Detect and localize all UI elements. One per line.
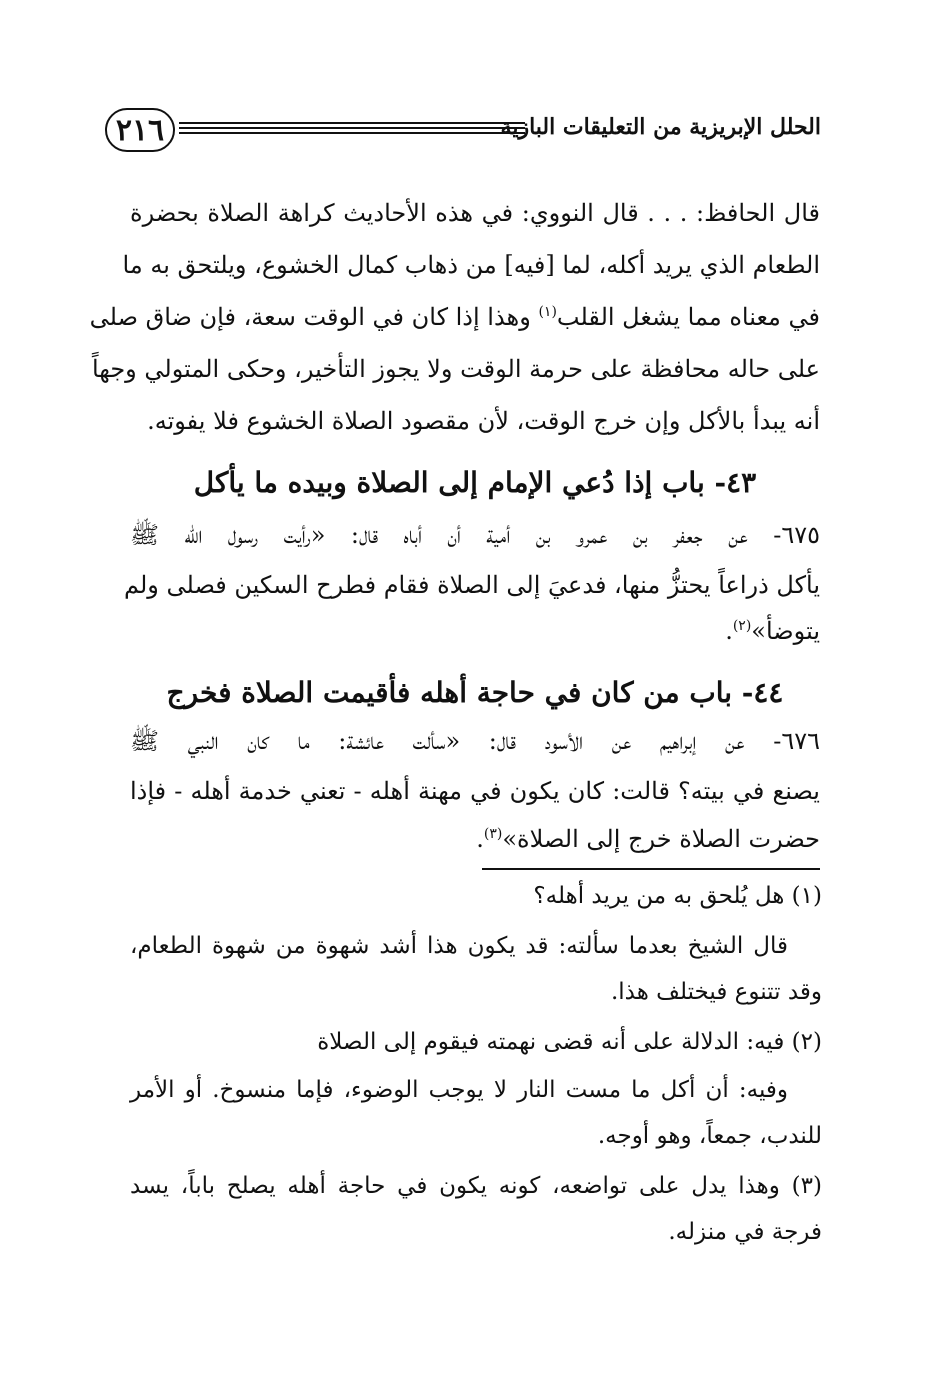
footnote-2-line: وفيه: أن أكل ما مست النار لا يوجب الوضوء، فإما منسوخ. أو الأمر xyxy=(130,1077,788,1103)
paragraph-line: أنه يبدأ بالأكل وإن خرج الوقت، لأن مقصود الصلاة الخشوع فلا يفوته. xyxy=(147,407,820,435)
paragraph-line xyxy=(89,292,820,342)
paragraph-line: الطعام الذي يريد أكله، لما [فيه] من ذهاب كمال الخشوع، ويلتحق به ما xyxy=(122,251,820,279)
hadith-line: يصنع في بيته؟ قالت: كان يكون في مهنة أهله - تعني خدمة أهله - فإذا xyxy=(130,777,820,805)
hadith-line xyxy=(130,814,820,864)
section-heading: ٤٤- باب من كان في حاجة أهله فأقيمت الصلاة فخرج xyxy=(166,676,784,709)
paragraph-line: على حاله محافظة على حرمة الوقت ولا يجوز التأخير، وحكى المتولي وجهاً xyxy=(91,355,820,383)
footnote-1-question: (١) هل يُلحق به من يريد أهله؟ xyxy=(533,883,822,909)
footnote-3-line: فرجة في منزله. xyxy=(668,1219,822,1245)
hadith-line: ٦٧٥- عن جعفر بن عمرو بن أمية أن أباه قال: «رأيت رسول الله ﷺ xyxy=(130,521,820,549)
period: . xyxy=(725,617,733,645)
hadith-text: حضرت الصلاة خرج إلى الصلاة» xyxy=(502,825,820,853)
paragraph-line: قال الحافظ: . . . قال النووي: في هذه الأحاديث كراهة الصلاة بحضرة xyxy=(130,199,820,227)
footnote-2-line: للندب، جمعاً، وهو أوجه. xyxy=(597,1123,822,1149)
footnote-2: (٢) فيه: الدلالة على أنه قضى نهمته فيقوم إلى الصلاة xyxy=(317,1029,822,1055)
footnote-3-line: (٣) وهذا يدل على تواضعه، كونه يكون في حاجة أهله يصلح باباً، يسد xyxy=(130,1173,822,1199)
hadith-line: يأكل ذراعاً يحتزُّ منها، فدعيَ إلى الصلاة فقام فطرح السكين فصلى ولم xyxy=(124,571,820,599)
footnote-1-answer-line: قال الشيخ بعدما سألته: قد يكون هذا أشد شهوة من شهوة الطعام، xyxy=(130,933,788,959)
footnote-ref: (٢) xyxy=(732,618,752,634)
period: . xyxy=(476,825,484,853)
footnote-1-answer-line: وقد تتنوع فيختلف هذا. xyxy=(610,979,822,1005)
paragraph-text: في معناه مما يشغل القلب xyxy=(556,303,820,331)
section-heading: ٤٣- باب إذا دُعي الإمام إلى الصلاة وبيده ما يأكل xyxy=(193,466,757,499)
hadith-text: يتوضأ» xyxy=(751,617,820,645)
footnote-separator xyxy=(482,868,820,870)
page-number: ٢١٦ xyxy=(105,108,175,152)
page-header xyxy=(105,108,821,154)
hadith-line xyxy=(130,606,820,656)
footnote-ref: (١) xyxy=(538,304,557,320)
paragraph-text: وهذا إذا كان في الوقت سعة، فإن ضاق صلى xyxy=(89,303,531,331)
header-rule xyxy=(179,122,525,136)
hadith-line: ٦٧٦- عن إبراهيم عن الأسود قال: «سألت عائشة: ما كان النبي ﷺ xyxy=(130,727,820,755)
footnote-ref: (٣) xyxy=(483,826,503,842)
running-title: الحلل الإبريزية من التعليقات البازية xyxy=(500,114,821,140)
